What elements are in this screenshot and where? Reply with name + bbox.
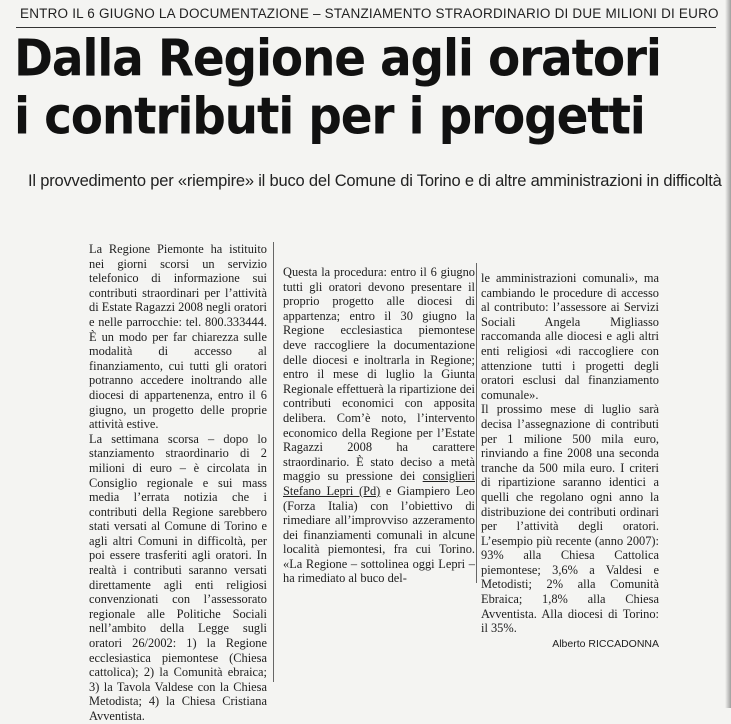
article-column-2	[283, 265, 475, 586]
headline	[14, 30, 719, 147]
kicker-line: ENTRO IL 6 GIUGNO LA DOCUMENTAZIONE – STANZIAMENTO STRAORDINARIO DI DUE MILIONI DI EURO	[20, 6, 719, 21]
column-3-paragraph-1: le amministrazioni comunali», ma cambiando le procedure di accesso al contributo: l’assessore ai Servizi Sociali Angela Migliasso raccomanda alle diocesi e agli altri enti religiosi «di raccogliere con attenzione tutti i progetti degli oratori esclusi dal finanziamento comunale».	[481, 271, 659, 402]
column-divider-2	[476, 263, 477, 583]
article-column-3	[481, 271, 659, 651]
author-first-name: Alberto	[552, 637, 586, 650]
article-column-1	[89, 242, 267, 724]
column-2-text-end: e Giampiero Leo (Forza Italia) con l’obiettivo di rimediare all’improvviso azzeramento dei finanziamenti comunali in alcune località piemontesi, fra cui Torino. «La Regione – sottolinea oggi Lepri – ha rimediato al buco del-	[283, 483, 476, 586]
author-last-name: RICCADONNA	[588, 637, 659, 650]
column-divider-1	[273, 242, 274, 682]
kicker-rule	[16, 27, 716, 28]
column-2-text-start: Questa la procedura: entro il 6 giugno tutti gli oratori devono presentare il proprio progetto alle diocesi di appartenza; entro il 30 giugno la Regione ecclesiastica piemontese deve raccogliere la documentazione delle diocesi e inoltrarla in Regione; entro il mese di luglio la Giunta Regionale effettuerà la ripartizione dei contributi economici con apposita delibera. Com’è noto, l’intervento economico della Regione per l’Estate Ragazzi 2008 ha carattere straordinario. È stato deciso a metà maggio su pressione dei	[283, 265, 475, 484]
scan-edge-shadow	[725, 0, 731, 708]
headline-line-1: Dalla Regione agli oratori	[14, 28, 661, 89]
headline-line-2: i contributi per i progetti	[14, 87, 645, 147]
underlined-councillors: consiglieri Stefano Lepri (Pd)	[283, 469, 475, 498]
author-signature	[481, 637, 659, 652]
column-1-paragraph-2: La settimana scorsa – dopo lo stanziamento straordinario di 2 milioni di euro – è circolata in Consiglio regionale e sui mass media l’errata notizia che i contributi della Regione sarebbero stati versati al Comune di Torino e agli altri Comuni in difficoltà, per poi essere trasferiti agli oratori. In realtà i contributi saranno versati direttamente agli enti religiosi convenzionati con l’assessorato regionale alle Politiche Sociali nell’ambito della Legge sugli oratori 26/2002: 1) la Regione ecclesiastica piemontese (Chiesa cattolica); 2) la Comunità ebraica; 3) la Tavola Valdese con la Chiesa Metodista; 4) la Chiesa Cristiana Avventista.	[89, 431, 267, 723]
column-3-paragraph-2: Il prossimo mese di luglio sarà decisa l’assegnazione di contributi per 1 milione 500 mila euro, rinviando a fine 2008 una seconda tranche da 500 mila euro. I criteri di ripartizione saranno identici a quelli che regolano ogni anno la distribuzione dei contributi ordinari per l’attività degli oratori. L’esempio più recente (anno 2007): 93% alla Chiesa Cattolica piemontese; 3,6% a Valdesi e Metodisti; 2% alla Comunità Ebraica; 1,8% alla Chiesa Avventista. Alla diocesi di Torino: il 35%.	[481, 402, 659, 636]
subtitle: Il provvedimento per «riempire» il buco del Comune di Torino e di altre amministrazioni in difficoltà	[28, 172, 722, 190]
column-1-paragraph-1: La Regione Piemonte ha istituito nei giorni scorsi un servizio telefonico di informazione sui contributi straordinari per l’attività di Estate Ragazzi 2008 negli oratori e nelle parrocchie: tel. 800.333444. È un modo per far chiarezza sulle modalità di accesso al finanziamento, cui tutti gli oratori potranno accedere inoltrando alle diocesi di appartenenza, entro il 6 giugno, un progetto delle proprie attività estive.	[89, 242, 267, 432]
column-2-paragraph	[283, 265, 475, 586]
